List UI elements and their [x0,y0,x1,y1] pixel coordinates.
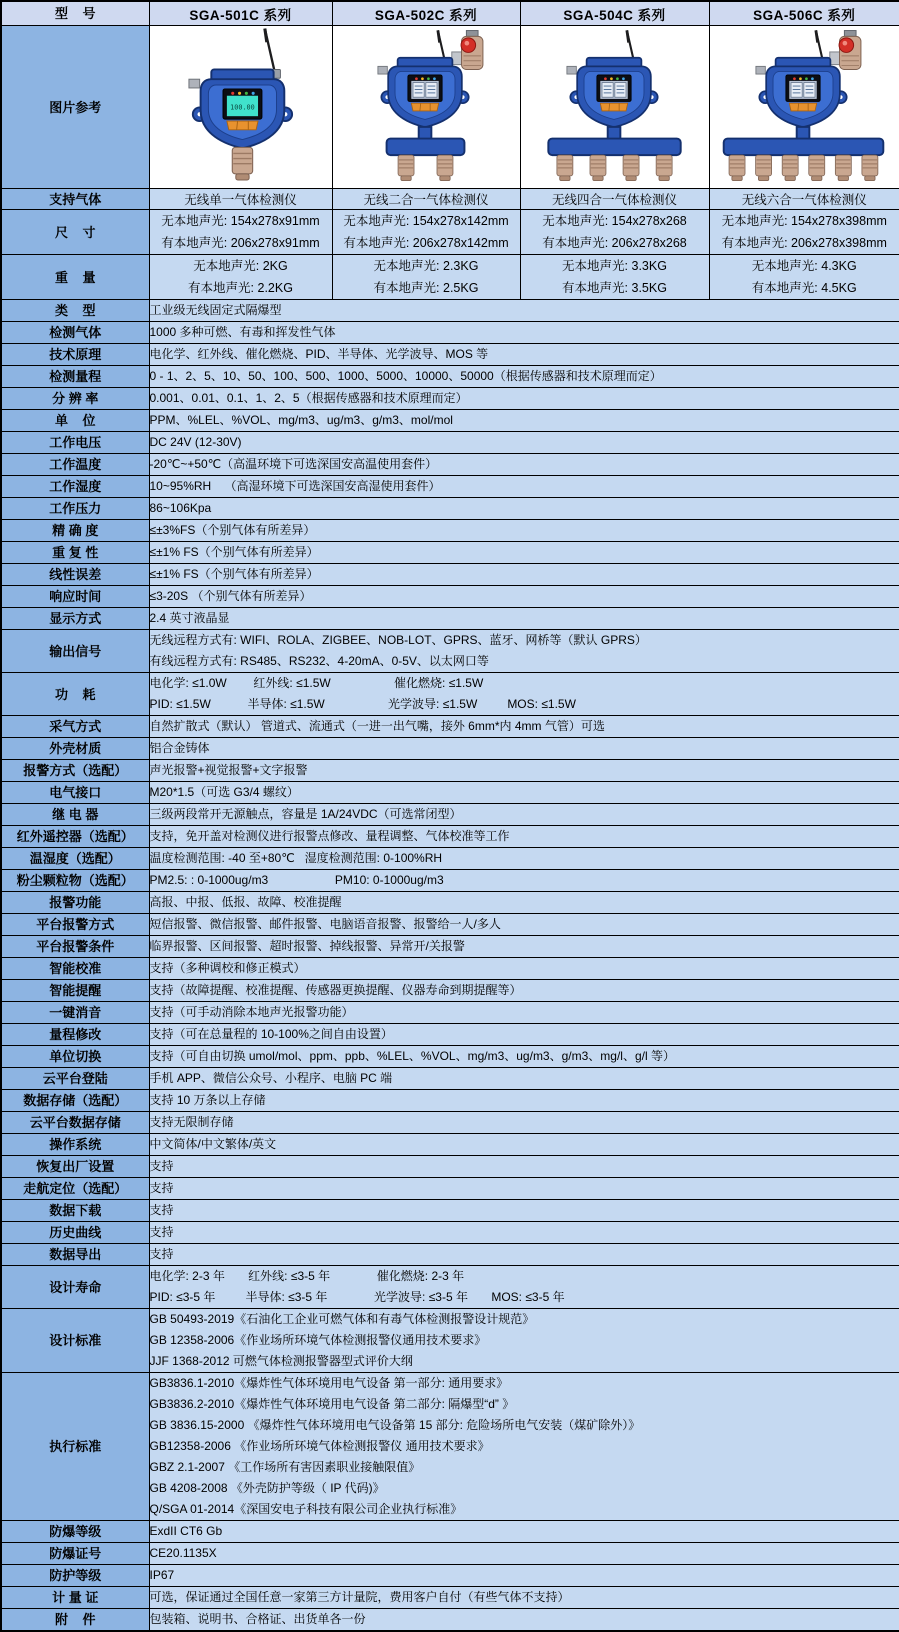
image-cell-sga-502c [332,26,520,189]
spec-label: 计 量 证 [1,1587,149,1609]
table-row [1,1609,899,1632]
spec-value-line: 有线远程方式有: RS485、RS232、4-20mA、0-5V、以太网口等 [150,651,899,672]
spec-value-line: M20*1.5（可选 G3/4 螺纹） [150,782,899,803]
spec-label: 外壳材质 [1,738,149,760]
supported-gas-row [1,189,899,210]
spec-label: 线性误差 [1,564,149,586]
table-row [1,1178,899,1200]
table-row [1,1543,899,1565]
spec-label: 检测气体 [1,322,149,344]
spec-value-line: 电化学: 2-3 年 红外线: ≤3-5 年 催化燃烧: 2-3 年 [150,1266,899,1287]
supported-gas-label: 支持气体 [1,189,149,210]
spec-value [149,542,899,564]
spec-value [149,1309,899,1373]
spec-label: 工作电压 [1,432,149,454]
spec-label: 数据下载 [1,1200,149,1222]
spec-value [149,388,899,410]
spec-value-line: 1000 多种可燃、有毒和挥发性气体 [150,322,899,343]
spec-value-line: JJF 1368-2012 可燃气体检测报警器型式评价大纲 [150,1351,899,1372]
spec-value-line: 支持 [150,1178,899,1199]
spec-value [149,1587,899,1609]
table-row [1,630,899,673]
spec-value-line: 0 - 1、2、5、10、50、100、500、1000、5000、10000、50000（根据传感器和技术原理而定） [150,366,899,387]
spec-value [149,410,899,432]
spec-value [149,848,899,870]
spec-value [149,673,899,716]
table-row [1,564,899,586]
table-row [1,432,899,454]
table-row [1,914,899,936]
table-row [1,1134,899,1156]
spec-value [149,1068,899,1090]
spec-value-line: 三级两段常开无源触点，容量是 1A/24VDC（可选常闭型） [150,804,899,825]
spec-rows [1,300,899,1632]
spec-label: 分 辨 率 [1,388,149,410]
table-row [1,410,899,432]
supported-gas-506c: 无线六合一气体检测仪 [709,189,899,210]
table-row [1,1521,899,1543]
table-row [1,542,899,564]
spec-value-line: 工业级无线固定式隔爆型 [150,300,899,321]
spec-label: 云平台登陆 [1,1068,149,1090]
spec-value-line: 温度检测范围: -40 至+80℃ 湿度检测范围: 0-100%RH [150,848,899,869]
table-row [1,476,899,498]
spec-value-line: 支持（故障提醒、校准提醒、传感器更换提醒、仪器寿命到期提醒等） [150,980,899,1001]
spec-label: 精 确 度 [1,520,149,542]
spec-label: 数据存储（选配） [1,1090,149,1112]
spec-value-line: GB3836.2-2010《爆炸性气体环境用电气设备 第二部分: 隔爆型“d” 》 [150,1394,899,1415]
weight-line: 有本地声光: 4.5KG [710,277,899,299]
spec-value-line: GB 12358-2006《作业场所环境气体检测报警仪通用技术要求》 [150,1330,899,1351]
spec-label: 走航定位（选配） [1,1178,149,1200]
spec-label: 智能提醒 [1,980,149,1002]
spec-value [149,958,899,980]
table-row [1,1156,899,1178]
table-row [1,1222,899,1244]
spec-value [149,1134,899,1156]
spec-value-line: 无线远程方式有: WIFI、ROLA、ZIGBEE、NOB-LOT、GPRS、蓝牙、网桥等（默认 GPRS） [150,630,899,651]
table-row [1,322,899,344]
spec-value [149,1090,899,1112]
table-row [1,870,899,892]
image-cell-sga-504c [520,26,709,189]
spec-value-line: GB 4208-2008 《外壳防护等级（ IP 代码)》 [150,1478,899,1499]
spec-value [149,804,899,826]
table-row [1,716,899,738]
spec-label: 粉尘颗粒物（选配） [1,870,149,892]
weight-line: 有本地声光: 3.5KG [521,277,709,299]
weight-label: 重 量 [1,255,149,300]
dimension-line: 有本地声光: 206x278x268 [521,232,709,254]
spec-value-line: 包装箱、说明书、合格证、出货单各一份 [150,1609,899,1630]
dimensions-label: 尺 寸 [1,210,149,255]
spec-value-line: 中文简体/中文繁体/英文 [150,1134,899,1155]
spec-label: 工作温度 [1,454,149,476]
spec-value-line: 临界报警、区间报警、超时报警、掉线报警、异常开/关报警 [150,936,899,957]
spec-value-line: PID: ≤3-5 年 半导体: ≤3-5 年 光学波导: ≤3-5 年 MOS: ≤3-5 年 [150,1287,899,1308]
spec-value-line: 高报、中报、低报、故障、校准提醒 [150,892,899,913]
supported-gas-502c: 无线二合一气体检测仪 [332,189,520,210]
table-row [1,958,899,980]
spec-label: 智能校准 [1,958,149,980]
detector-image-sga-506c [713,26,895,183]
spec-value-line: 短信报警、微信报警、邮件报警、电脑语音报警、报警给一人/多人 [150,914,899,935]
spec-value-line: IP67 [150,1565,899,1586]
spec-label: 技术原理 [1,344,149,366]
image-cell-sga-506c [709,26,899,189]
table-row [1,804,899,826]
spec-value-line: GB 3836.15-2000 《爆炸性气体环境用电气设备第 15 部分: 危险场所电气安装（煤矿除外）》 [150,1415,899,1436]
spec-value-line: GBZ 2.1-2007 《工作场所有害因素职业接触限值》 [150,1457,899,1478]
spec-value [149,782,899,804]
table-row [1,936,899,958]
dimensions-506c [709,210,899,255]
table-row [1,1002,899,1024]
table-row [1,498,899,520]
spec-value-line: 支持，免开盖对检测仪进行报警点修改、量程调整、气体校准等工作 [150,826,899,847]
spec-value [149,1200,899,1222]
model-name-sga-502c: SGA-502C 系列 [332,1,520,26]
spec-label: 防爆证号 [1,1543,149,1565]
table-row [1,1244,899,1266]
spec-value [149,476,899,498]
spec-value [149,716,899,738]
spec-value [149,1046,899,1068]
spec-label: 历史曲线 [1,1222,149,1244]
spec-value-line: 0.001、0.01、0.1、1、2、5（根据传感器和技术原理而定） [150,388,899,409]
spec-label: 功 耗 [1,673,149,716]
spec-value [149,1543,899,1565]
spec-label: 工作湿度 [1,476,149,498]
spec-value-line: 支持 [150,1222,899,1243]
supported-gas-504c: 无线四合一气体检测仪 [520,189,709,210]
spec-value [149,1565,899,1587]
table-row [1,1565,899,1587]
spec-value [149,300,899,322]
spec-value [149,1609,899,1632]
table-row [1,760,899,782]
spec-value-line: PID: ≤1.5W 半导体: ≤1.5W 光学波导: ≤1.5W MOS: ≤1.5W [150,694,899,715]
table-row [1,300,899,322]
table-row [1,1068,899,1090]
dimensions-502c [332,210,520,255]
spec-label: 检测量程 [1,366,149,388]
spec-value-line: 支持（可自由切换 umol/mol、ppm、ppb、%LEL、%VOL、mg/m3、ug/m3、g/m3、mg/l、g/l 等） [150,1046,899,1067]
spec-value [149,630,899,673]
model-name-sga-501c: SGA-501C 系列 [149,1,332,26]
table-row [1,1090,899,1112]
spec-value-line: -20℃~+50℃（高温环境下可选深国安高温使用套件） [150,454,899,475]
spec-value-line: GB 50493-2019《石油化工企业可燃气体和有毒气体检测报警设计规范》 [150,1309,899,1330]
spec-value-line: 电化学: ≤1.0W 红外线: ≤1.5W 催化燃烧: ≤1.5W [150,673,899,694]
spec-label: 工作压力 [1,498,149,520]
spec-value [149,1156,899,1178]
spec-label: 云平台数据存储 [1,1112,149,1134]
table-row [1,454,899,476]
spec-label: 报警功能 [1,892,149,914]
spec-value [149,1373,899,1521]
spec-label: 一键消音 [1,1002,149,1024]
table-row [1,520,899,542]
dimension-line: 无本地声光: 154x278x398mm [710,210,899,232]
spec-value-line: PM2.5: : 0-1000ug/m3 PM10: 0-1000ug/m3 [150,870,899,891]
spec-value [149,1024,899,1046]
spec-value-line: 支持 10 万条以上存储 [150,1090,899,1111]
model-name-sga-504c: SGA-504C 系列 [520,1,709,26]
spec-label: 恢复出厂设置 [1,1156,149,1178]
spec-value-line: 2.4 英寸液晶显 [150,608,899,629]
model-name-sga-506c: SGA-506C 系列 [709,1,899,26]
dimension-line: 无本地声光: 154x278x91mm [150,210,332,232]
spec-value [149,914,899,936]
spec-label: 防护等级 [1,1565,149,1587]
table-row [1,826,899,848]
image-row-label: 图片参考 [1,26,149,189]
spec-value [149,1002,899,1024]
weight-line: 无本地声光: 2.3KG [333,255,520,277]
spec-value-line: 支持无限制存储 [150,1112,899,1133]
table-row [1,738,899,760]
spec-value [149,1112,899,1134]
table-row [1,1309,899,1373]
table-row [1,608,899,630]
spec-value [149,498,899,520]
spec-label: 平台报警条件 [1,936,149,958]
spec-label: 防爆等级 [1,1521,149,1543]
spec-value [149,870,899,892]
spec-value [149,432,899,454]
dimensions-row [1,210,899,255]
spec-value-line: 支持（多种调校和修正模式） [150,958,899,979]
weight-502c [332,255,520,300]
spec-value-line: 电化学、红外线、催化燃烧、PID、半导体、光学波导、MOS 等 [150,344,899,365]
dimension-line: 有本地声光: 206x278x398mm [710,232,899,254]
spec-label: 输出信号 [1,630,149,673]
spec-value-line: ≤±1% FS（个别气体有所差异） [150,564,899,585]
weight-504c [520,255,709,300]
screen-reading: 100.00 [230,103,255,111]
spec-value [149,760,899,782]
spec-value [149,322,899,344]
spec-value-line: ≤3-20S （个别气体有所差异） [150,586,899,607]
dimension-line: 无本地声光: 154x278x142mm [333,210,520,232]
spec-label: 附 件 [1,1609,149,1632]
weight-line: 有本地声光: 2.2KG [150,277,332,299]
spec-value-line: 自然扩散式（默认） 管道式、流通式（一进一出气嘴，接外 6mm*内 4mm 气管）可选 [150,716,899,737]
table-row [1,1024,899,1046]
spec-label: 类 型 [1,300,149,322]
dimension-line: 无本地声光: 154x278x268 [521,210,709,232]
spec-label: 电气接口 [1,782,149,804]
spec-value-line: 声光报警+视觉报警+文字报警 [150,760,899,781]
spec-value [149,1266,899,1309]
weight-506c [709,255,899,300]
spec-value-line: ≤±3%FS（个别气体有所差异） [150,520,899,541]
spec-value [149,1178,899,1200]
spec-label: 红外遥控器（选配） [1,826,149,848]
weight-line: 无本地声光: 2KG [150,255,332,277]
table-row [1,848,899,870]
spec-value-line: ≤±1% FS（个别气体有所差异） [150,542,899,563]
table-row [1,344,899,366]
spec-value-line: ExdII CT6 Gb [150,1521,899,1542]
spec-label: 响应时间 [1,586,149,608]
detector-image-sga-502c [335,26,517,183]
spec-value [149,520,899,542]
table-row [1,1373,899,1521]
spec-label: 平台报警方式 [1,914,149,936]
weight-line: 无本地声光: 3.3KG [521,255,709,277]
detector-image-sga-501c [150,26,332,183]
spec-value-line: 支持 [150,1244,899,1265]
spec-value-line: DC 24V (12-30V) [150,432,899,453]
spec-value [149,892,899,914]
table-row [1,782,899,804]
spec-label: 单 位 [1,410,149,432]
spec-value-line: PPM、%LEL、%VOL、mg/m3、ug/m3、g/m3、mol/mol [150,410,899,431]
dimension-line: 有本地声光: 206x278x91mm [150,232,332,254]
dimensions-504c [520,210,709,255]
dimension-line: 有本地声光: 206x278x142mm [333,232,520,254]
spec-label: 继 电 器 [1,804,149,826]
spec-value [149,738,899,760]
image-cell-sga-501c [149,26,332,189]
spec-label: 温湿度（选配） [1,848,149,870]
spec-value [149,608,899,630]
table-row [1,366,899,388]
detector-image-sga-504c [524,26,706,183]
spec-value-line: 铝合金铸体 [150,738,899,759]
spec-label: 量程修改 [1,1024,149,1046]
table-row [1,980,899,1002]
spec-label: 报警方式（选配） [1,760,149,782]
model-header-row [1,1,899,26]
weight-row [1,255,899,300]
spec-label: 执行标准 [1,1373,149,1521]
spec-value-line: 手机 APP、微信公众号、小程序、电脑 PC 端 [150,1068,899,1089]
spec-value-line: GB12358-2006 《作业场所环境气体检测报警仪 通用技术要求》 [150,1436,899,1457]
spec-value [149,980,899,1002]
weight-501c [149,255,332,300]
spec-value-line: CE20.1135X [150,1543,899,1564]
supported-gas-501c: 无线单一气体检测仪 [149,189,332,210]
weight-line: 有本地声光: 2.5KG [333,277,520,299]
spec-value-line: 支持 [150,1156,899,1177]
dimensions-501c [149,210,332,255]
table-row [1,1046,899,1068]
spec-label: 显示方式 [1,608,149,630]
table-row [1,1266,899,1309]
spec-value [149,826,899,848]
spec-value [149,344,899,366]
table-row [1,586,899,608]
spec-value-line: Q/SGA 01-2014《深国安电子科技有限公司企业执行标准》 [150,1499,899,1520]
table-row [1,1112,899,1134]
weight-line: 无本地声光: 4.3KG [710,255,899,277]
spec-value [149,1222,899,1244]
image-row [1,26,899,189]
table-row [1,388,899,410]
spec-label: 采气方式 [1,716,149,738]
spec-label: 重 复 性 [1,542,149,564]
table-row [1,892,899,914]
spec-value-line: 可选，保证通过全国任意一家第三方计量院，费用客户自付（有些气体不支持） [150,1587,899,1608]
spec-value-line: 支持（可在总量程的 10-100%之间自由设置） [150,1024,899,1045]
spec-value [149,1244,899,1266]
spec-value-line: 支持（可手动消除本地声光报警功能） [150,1002,899,1023]
table-row [1,1200,899,1222]
table-row [1,673,899,716]
spec-value [149,564,899,586]
spec-label: 单位切换 [1,1046,149,1068]
spec-label: 设计标准 [1,1309,149,1373]
spec-value-line: GB3836.1-2010《爆炸性气体环境用电气设备 第一部分: 通用要求》 [150,1373,899,1394]
spec-value-line: 86~106Kpa [150,498,899,519]
spec-label: 数据导出 [1,1244,149,1266]
spec-label: 设计寿命 [1,1266,149,1309]
table-row [1,1587,899,1609]
spec-value [149,586,899,608]
model-row-label: 型 号 [1,1,149,26]
spec-value [149,1521,899,1543]
spec-value [149,366,899,388]
spec-value-line: 支持 [150,1200,899,1221]
spec-label: 操作系统 [1,1134,149,1156]
spec-value [149,454,899,476]
spec-value [149,936,899,958]
spec-value-line: 10~95%RH （高湿环境下可选深国安高湿使用套件） [150,476,899,497]
